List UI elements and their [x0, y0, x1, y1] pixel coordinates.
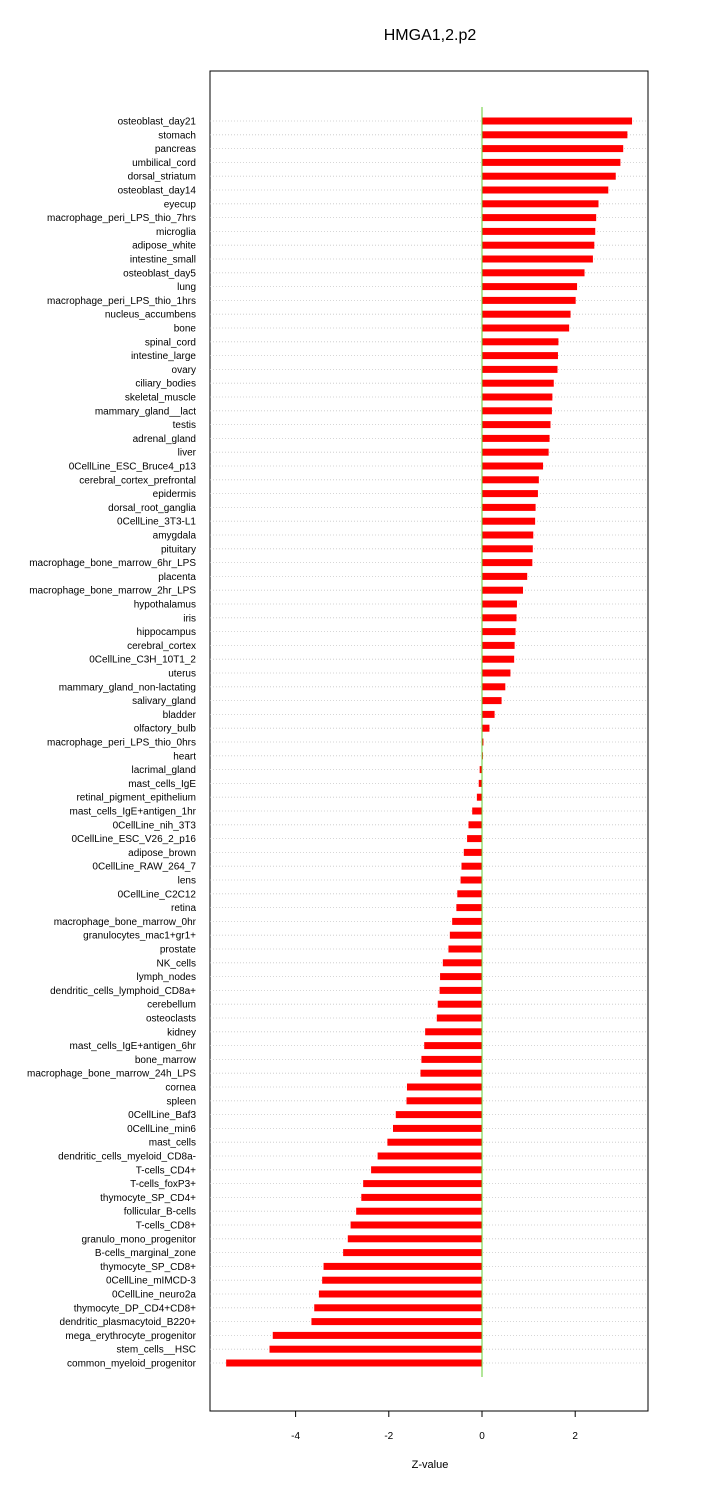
x-axis	[291, 1411, 578, 1442]
bar-NK_cells	[443, 959, 482, 966]
category-label: adipose_white	[132, 240, 196, 252]
bar-T-cells_CD4+	[371, 1166, 482, 1173]
grid-layer	[210, 121, 648, 1363]
category-label: placenta	[158, 571, 196, 583]
category-label: osteoblast_day14	[117, 185, 196, 197]
category-label: liver	[177, 447, 196, 459]
category-label: T-cells_CD8+	[135, 1220, 196, 1232]
category-label: common_myeloid_progenitor	[67, 1358, 196, 1370]
bar-0CellLine_ESC_V26_2_p16	[467, 835, 482, 842]
bar-0CellLine_min6	[393, 1125, 482, 1132]
bar-testis	[482, 421, 551, 428]
category-label: hippocampus	[136, 627, 196, 639]
category-label: B-cells_marginal_zone	[94, 1248, 196, 1260]
category-label-layer	[27, 117, 197, 1370]
bar-liver	[482, 449, 549, 456]
category-label: thymocyte_SP_CD8+	[100, 1261, 196, 1273]
bar-adipose_brown	[464, 849, 482, 856]
category-label: macrophage_bone_marrow_0hr	[53, 916, 196, 928]
bar-thymocyte_SP_CD4+	[361, 1194, 482, 1201]
category-label: mammary_gland__lact	[94, 406, 196, 418]
bar-dendritic_cells_lymphoid_CD8a+	[440, 987, 482, 994]
category-label: 0CellLine_C2C12	[117, 889, 196, 901]
x-tick-label: -2	[384, 1431, 394, 1442]
bar-granulocytes_mac1+gr1+	[450, 932, 482, 939]
category-label: spinal_cord	[144, 337, 196, 349]
bar-retinal_pigment_epithelium	[477, 794, 482, 801]
category-label: lens	[177, 875, 196, 887]
category-label: macrophage_bone_marrow_6hr_LPS	[29, 558, 196, 570]
bar-0CellLine_C2C12	[457, 890, 482, 897]
bar-mast_cells	[387, 1139, 482, 1146]
bar-umbilical_cord	[482, 159, 620, 166]
category-label: mega_erythrocyte_progenitor	[65, 1330, 196, 1342]
x-axis-title: Z-value	[411, 1459, 449, 1471]
x-tick-label: 2	[572, 1431, 578, 1442]
bar-macrophage_bone_marrow_6hr_LPS	[482, 559, 532, 566]
category-label: cornea	[165, 1082, 196, 1094]
category-label: dorsal_striatum	[127, 171, 196, 183]
category-label: cerebral_cortex	[127, 640, 196, 652]
chart-title: HMGA1,2.p2	[383, 27, 477, 44]
category-label: macrophage_peri_LPS_thio_0hrs	[47, 737, 196, 749]
bar-bone	[482, 325, 569, 332]
category-label: lymph_nodes	[136, 972, 196, 984]
category-label: intestine_small	[129, 254, 196, 266]
bar-cerebral_cortex	[482, 642, 515, 649]
category-label: microglia	[155, 226, 196, 238]
bar-0CellLine_nih_3T3	[468, 821, 482, 828]
category-label: T-cells_CD4+	[135, 1165, 196, 1177]
bar-olfactory_bulb	[482, 725, 489, 732]
bar-0CellLine_Baf3	[396, 1111, 482, 1118]
bar-stem_cells__HSC	[270, 1346, 482, 1353]
bar-adipose_white	[482, 242, 594, 249]
category-label: umbilical_cord	[132, 157, 196, 169]
bar-prostate	[448, 946, 482, 953]
bar-hippocampus	[482, 628, 516, 635]
category-label: cerebral_cortex_prefrontal	[79, 475, 196, 487]
bar-salivary_gland	[482, 697, 502, 704]
bar-lymph_nodes	[440, 973, 482, 980]
category-label: skeletal_muscle	[124, 392, 196, 404]
category-label: dorsal_root_ganglia	[108, 502, 196, 514]
bar-T-cells_foxP3+	[363, 1180, 482, 1187]
category-label: eyecup	[163, 199, 196, 211]
category-label: 0CellLine_RAW_264_7	[92, 861, 196, 873]
category-label: heart	[173, 751, 196, 763]
bar-B-cells_marginal_zone	[343, 1249, 482, 1256]
bar-pancreas	[482, 145, 623, 152]
category-label: 0CellLine_Baf3	[128, 1110, 196, 1122]
category-label: follicular_B-cells	[123, 1206, 196, 1218]
category-label: dendritic_cells_lymphoid_CD8a+	[50, 985, 196, 997]
bar-dorsal_striatum	[482, 173, 616, 180]
bar-osteoblast_day5	[482, 269, 585, 276]
bar-0CellLine_ESC_Bruce4_p13	[482, 463, 543, 470]
category-label: 0CellLine_mIMCD-3	[105, 1275, 196, 1287]
category-label: amygdala	[152, 530, 196, 542]
category-label: 0CellLine_ESC_Bruce4_p13	[68, 461, 196, 473]
category-label: salivary_gland	[132, 696, 196, 708]
bar-osteoblast_day14	[482, 187, 608, 194]
bar-cerebral_cortex_prefrontal	[482, 476, 539, 483]
category-label: mast_cells_IgE+antigen_1hr	[69, 806, 196, 818]
bar-kidney	[425, 1028, 482, 1035]
category-label: pancreas	[154, 144, 196, 156]
category-label: mast_cells	[148, 1137, 196, 1149]
category-label: spleen	[166, 1096, 196, 1108]
bar-mammary_gland__lact	[482, 407, 552, 414]
bar-osteoblast_day21	[482, 118, 632, 125]
category-label: bone	[173, 323, 196, 335]
bar-iris	[482, 614, 516, 621]
category-label: olfactory_bulb	[133, 723, 196, 735]
bar-uterus	[482, 670, 510, 677]
bar-bone_marrow	[421, 1056, 482, 1063]
category-label: adrenal_gland	[132, 433, 196, 445]
category-label: macrophage_bone_marrow_24h_LPS	[26, 1068, 196, 1080]
category-label: dendritic_cells_myeloid_CD8a-	[58, 1151, 196, 1163]
category-label: testis	[172, 420, 196, 432]
category-label: epidermis	[152, 489, 196, 501]
category-label: 0CellLine_ESC_V26_2_p16	[71, 834, 196, 846]
bar-amygdala	[482, 532, 533, 539]
category-label: intestine_large	[130, 351, 196, 363]
category-label: nucleus_accumbens	[104, 309, 196, 321]
bar-0CellLine_neuro2a	[319, 1291, 482, 1298]
category-label: dendritic_plasmacytoid_B220+	[59, 1317, 196, 1329]
bar-intestine_small	[482, 256, 593, 263]
bar-granulo_mono_progenitor	[348, 1235, 482, 1242]
bar-skeletal_muscle	[482, 394, 552, 401]
category-label: 0CellLine_C3H_10T1_2	[89, 654, 196, 666]
bar-retina	[456, 904, 482, 911]
bar-macrophage_bone_marrow_0hr	[452, 918, 482, 925]
bar-adrenal_gland	[482, 435, 550, 442]
bar-ciliary_bodies	[482, 380, 554, 387]
category-label: prostate	[159, 944, 196, 956]
category-label: lacrimal_gland	[131, 765, 196, 777]
bar-intestine_large	[482, 352, 558, 359]
bar-macrophage_bone_marrow_24h_LPS	[420, 1070, 482, 1077]
bar-osteoclasts	[437, 1015, 482, 1022]
category-label: NK_cells	[156, 958, 196, 970]
bar-mega_erythrocyte_progenitor	[273, 1332, 482, 1339]
bar-stomach	[482, 131, 627, 138]
category-label: ovary	[171, 364, 196, 376]
category-label: iris	[183, 613, 196, 625]
category-label: granulo_mono_progenitor	[81, 1234, 196, 1246]
bar-epidermis	[482, 490, 538, 497]
category-label: mammary_gland_non-lactating	[58, 682, 196, 694]
category-label: T-cells_foxP3+	[130, 1179, 196, 1191]
category-label: 0CellLine_nih_3T3	[112, 820, 196, 832]
bar-lung	[482, 283, 577, 290]
category-label: mast_cells_IgE+antigen_6hr	[69, 1041, 196, 1053]
bar-0CellLine_C3H_10T1_2	[482, 656, 514, 663]
bar-dorsal_root_ganglia	[482, 504, 536, 511]
category-label: retina	[170, 903, 196, 915]
bar-thymocyte_DP_CD4+CD8+	[314, 1304, 482, 1311]
category-label: granulocytes_mac1+gr1+	[83, 930, 196, 942]
category-label: osteoblast_day5	[123, 268, 196, 280]
x-tick-label: -4	[291, 1431, 301, 1442]
bar-common_myeloid_progenitor	[226, 1360, 482, 1367]
category-label: lung	[177, 282, 196, 294]
bar-0CellLine_3T3-L1	[482, 518, 535, 525]
category-label: kidney	[167, 1027, 196, 1039]
category-label: bone_marrow	[134, 1054, 196, 1066]
bar-lens	[461, 877, 482, 884]
bar-mast_cells_IgE+antigen_1hr	[472, 808, 482, 815]
category-label: macrophage_peri_LPS_thio_1hrs	[47, 295, 196, 307]
bar-macrophage_bone_marrow_2hr_LPS	[482, 587, 523, 594]
category-label: 0CellLine_3T3-L1	[117, 516, 196, 528]
category-label: mast_cells_IgE	[128, 778, 196, 790]
bar-spleen	[407, 1097, 482, 1104]
bar-0CellLine_mIMCD-3	[322, 1277, 482, 1284]
category-label: thymocyte_SP_CD4+	[100, 1192, 196, 1204]
category-label: macrophage_peri_LPS_thio_7hrs	[47, 213, 196, 225]
bar-cornea	[407, 1084, 482, 1091]
bar-spinal_cord	[482, 338, 558, 345]
category-label: bladder	[162, 709, 196, 721]
bar-dendritic_cells_myeloid_CD8a-	[378, 1153, 482, 1160]
bar-macrophage_peri_LPS_thio_1hrs	[482, 297, 576, 304]
category-label: 0CellLine_neuro2a	[112, 1289, 196, 1301]
category-label: ciliary_bodies	[135, 378, 196, 390]
category-label: pituitary	[160, 544, 196, 556]
bar-macrophage_peri_LPS_thio_7hrs	[482, 214, 596, 221]
bar-0CellLine_RAW_264_7	[461, 863, 482, 870]
category-label: osteoblast_day21	[117, 116, 196, 128]
category-label: macrophage_bone_marrow_2hr_LPS	[29, 585, 196, 597]
bar-mast_cells_IgE+antigen_6hr	[424, 1042, 482, 1049]
category-label: stomach	[158, 130, 196, 142]
bar-cerebellum	[438, 1001, 482, 1008]
bar-mammary_gland_non-lactating	[482, 683, 505, 690]
category-label: uterus	[168, 668, 196, 680]
bar-thymocyte_SP_CD8+	[324, 1263, 482, 1270]
category-label: cerebellum	[147, 999, 196, 1011]
category-label: 0CellLine_min6	[127, 1123, 196, 1135]
category-label: retinal_pigment_epithelium	[76, 792, 196, 804]
category-label: adipose_brown	[128, 847, 196, 859]
category-label: hypothalamus	[133, 599, 196, 611]
bar-pituitary	[482, 545, 533, 552]
bar-placenta	[482, 573, 527, 580]
bar-dendritic_plasmacytoid_B220+	[311, 1318, 482, 1325]
bar-follicular_B-cells	[356, 1208, 482, 1215]
bar-nucleus_accumbens	[482, 311, 571, 318]
x-tick-label: 0	[479, 1431, 485, 1442]
bar-microglia	[482, 228, 595, 235]
bar-ovary	[482, 366, 557, 373]
bar-bladder	[482, 711, 495, 718]
category-label: thymocyte_DP_CD4+CD8+	[73, 1303, 196, 1315]
category-label: stem_cells__HSC	[116, 1344, 196, 1356]
bar-hypothalamus	[482, 601, 517, 608]
bar-eyecup	[482, 200, 599, 207]
bar-T-cells_CD8+	[351, 1222, 482, 1229]
category-label: osteoclasts	[145, 1013, 196, 1025]
